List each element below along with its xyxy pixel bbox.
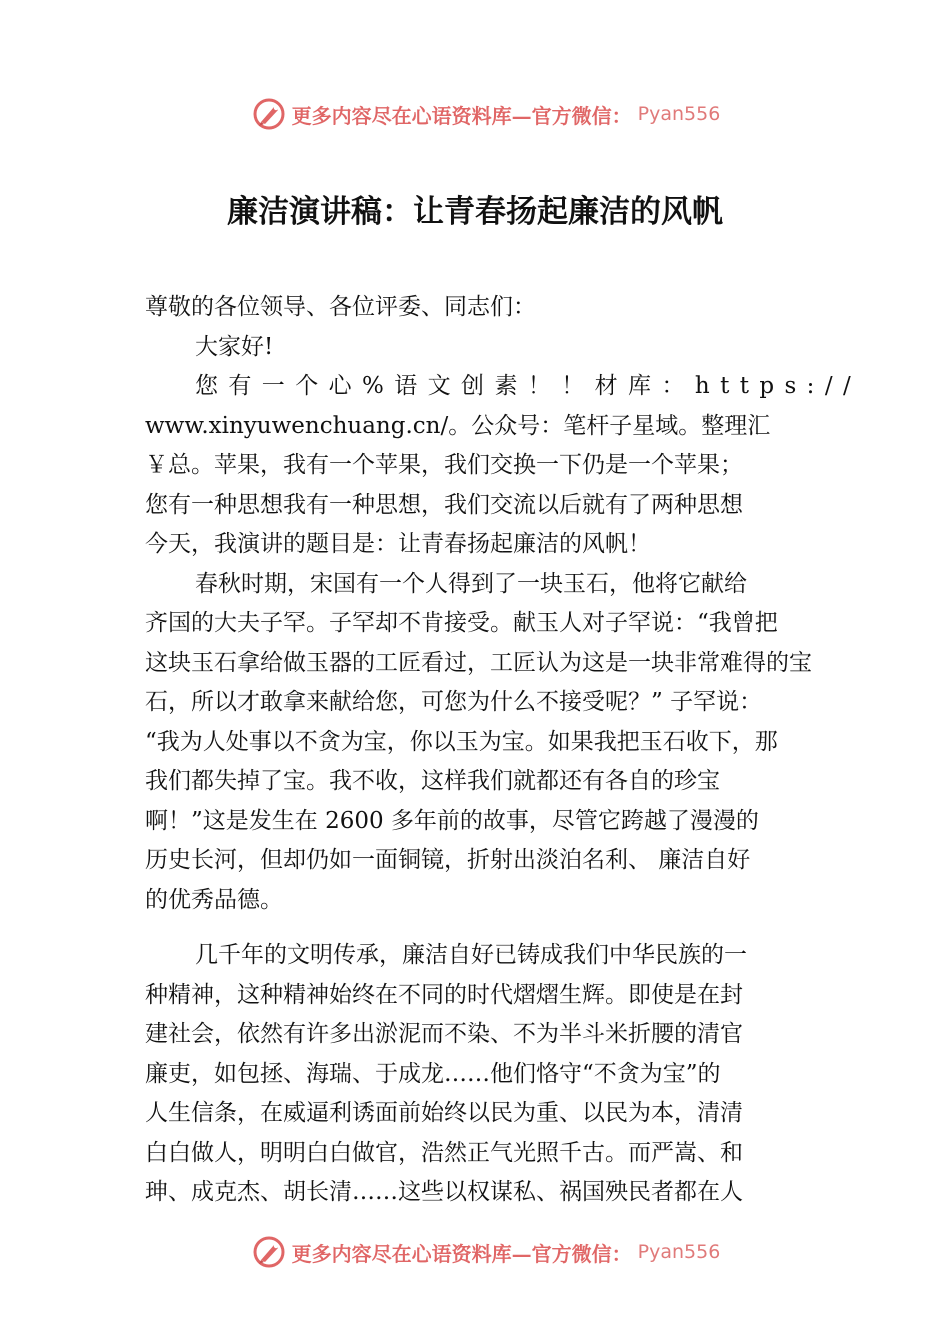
banner-text: 更多内容尽在心语资料库—官方微信： — [291, 103, 632, 128]
body-line: 种精神，这种精神始终在不同的时代熠熠生辉。即使是在封 — [145, 981, 743, 1008]
banner-wechat-id: Pyan556 — [637, 1241, 721, 1263]
greeting-line: 尊敬的各位领导、各位评委、同志们： — [145, 294, 536, 320]
body-line: 建社会，依然有许多出淤泥而不染、不为半斗米折腰的清官 — [145, 1021, 743, 1047]
body-line: 石，所以才敢拿来献给您，可您为什么不接受呢？” 子罕说： — [145, 689, 763, 715]
body-line: “我为人处事以不贪为宝，你以玉为宝。如果我把玉石收下，那 — [145, 728, 778, 755]
body-line: 珅、成克杰、胡长清……这些以权谋私、祸国殃民者都在人 — [145, 1179, 743, 1205]
body-line: 齐国的大夫子罕。子罕却不肯接受。献玉人对子罕说：“我曾把 — [145, 610, 778, 636]
body-line: 我们都失掉了宝。我不收，这样我们就都还有各自的珍宝 — [145, 768, 720, 794]
body-line: 啊！”这是发生在 2600 多年前的故事，尽管它跨越了漫漫的 — [145, 807, 759, 834]
document-title: 廉洁演讲稿：让青春扬起廉洁的风帆 — [227, 194, 723, 230]
header-banner — [0, 94, 950, 134]
body-line: ￥总。苹果，我有一个苹果，我们交换一下仍是一个苹果； — [145, 452, 743, 478]
body-line: 白白做人，明明白白做官，浩然正气光照千古。而严嵩、和 — [145, 1139, 743, 1166]
body-line: 今天，我演讲的题目是：让青春扬起廉洁的风帆！ — [145, 531, 651, 557]
body-line: www.xinyuwenchuang.cn/。公众号：笔杆子星域。整理汇 — [145, 412, 771, 439]
body-line: 的优秀品德。 — [145, 886, 283, 913]
body-line: 您有一种思想我有一种思想，我们交流以后就有了两种思想 — [145, 491, 743, 518]
pen-logo-icon — [252, 1235, 286, 1269]
body-line: 春秋时期，宋国有一个人得到了一块玉石，他将它献给 — [195, 570, 747, 597]
body-line: 廉吏，如包拯、海瑞、于成龙……他们恪守“不贪为宝”的 — [145, 1060, 721, 1087]
body-line: 您有一个心%语文创素！！材库：https:// — [195, 373, 862, 399]
banner-wechat-id: Pyan556 — [637, 103, 721, 125]
body-line: 历史长河，但却仍如一面铜镜，折射出淡泊名利、 廉洁自好 — [145, 847, 751, 873]
body-line: 这块玉石拿给做玉器的工匠看过，工匠认为这是一块非常难得的宝 — [145, 649, 812, 676]
footer-banner — [0, 1232, 950, 1272]
pen-logo-icon — [252, 97, 286, 131]
hello-line: 大家好! — [195, 333, 274, 360]
banner-text: 更多内容尽在心语资料库—官方微信： — [291, 1241, 632, 1266]
body-line: 人生信条，在威逼利诱面前始终以民为重、以民为本，清清 — [145, 1100, 743, 1126]
body-line: 几千年的文明传承，廉洁自好已铸成我们中华民族的一 — [195, 942, 747, 968]
document-body — [145, 288, 862, 1213]
